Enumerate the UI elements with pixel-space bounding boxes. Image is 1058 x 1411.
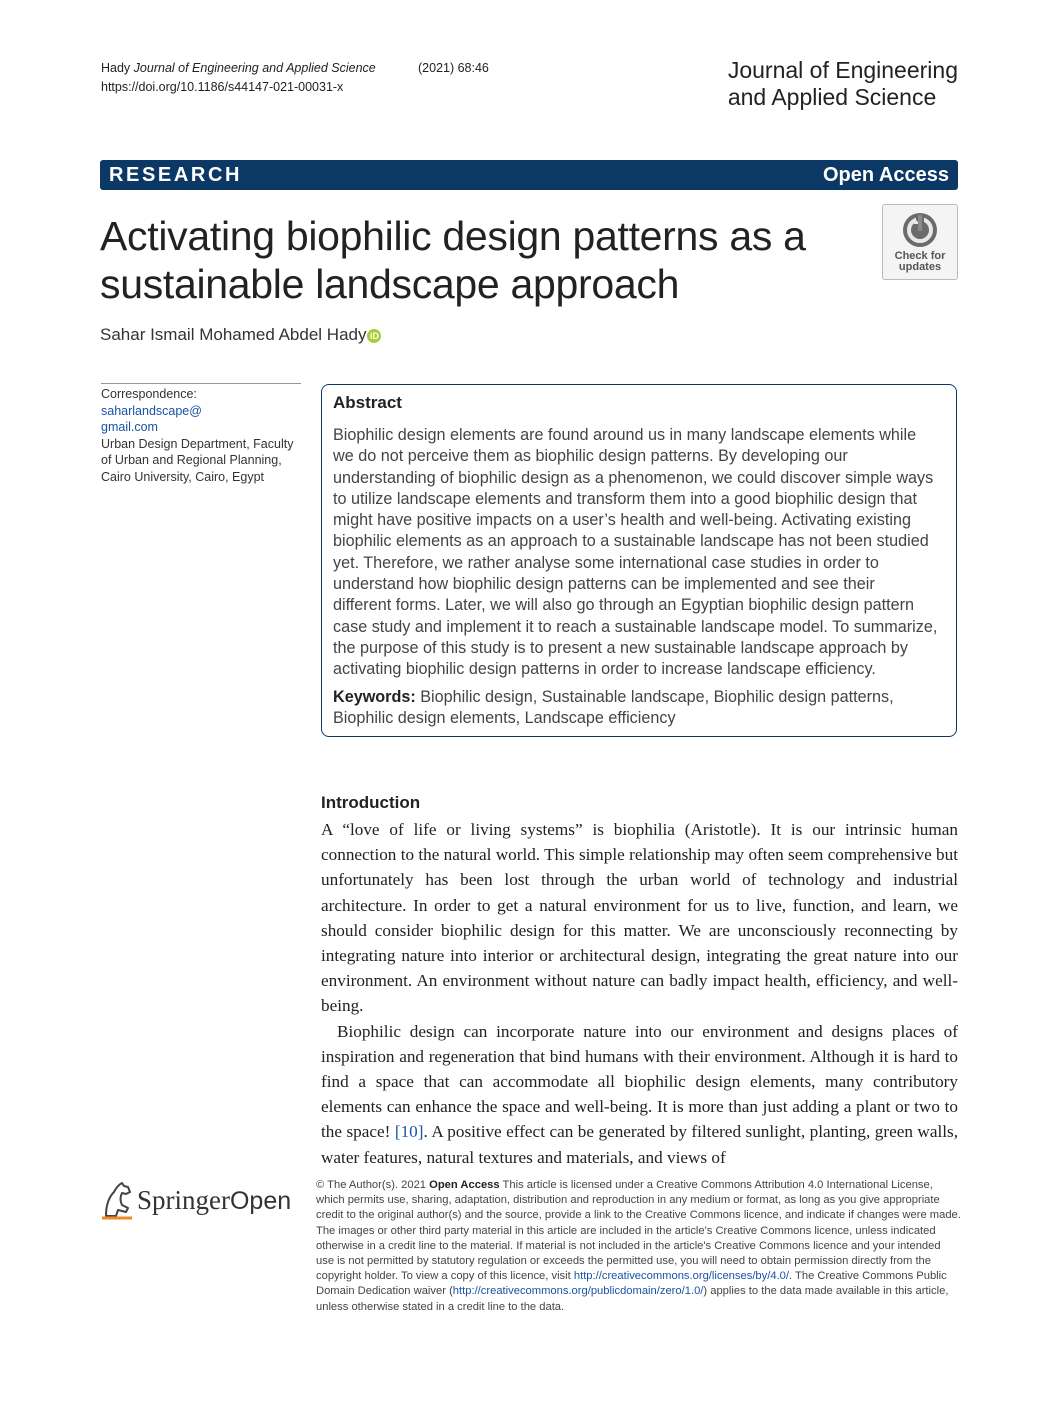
keywords — [333, 687, 945, 730]
keywords-label: Keywords: — [333, 688, 416, 706]
orcid-icon[interactable]: iD — [367, 329, 381, 343]
check-updates-line1: Check for — [894, 250, 946, 262]
springer-horse-icon — [100, 1180, 134, 1220]
check-updates-line2: updates — [898, 261, 942, 273]
affiliation-line2: of Urban and Regional Planning, — [101, 453, 282, 467]
abstract-line: yet. Therefore, we rather analyse some international case studies in order to — [333, 553, 879, 572]
check-for-updates-badge[interactable] — [882, 204, 958, 280]
introduction-heading: Introduction — [321, 793, 421, 812]
header-journal: Journal of Engineering and Applied Science — [133, 61, 376, 75]
license-author: © The Author(s). 2021 — [316, 1179, 430, 1191]
springer-name: Springer — [137, 1185, 230, 1215]
journal-logo-line2: and Applied Science — [727, 84, 937, 110]
author-name: Sahar Ismail Mohamed Abdel Hady — [100, 325, 367, 344]
header-doi[interactable]: https://doi.org/10.1186/s44147-021-00031-x — [101, 80, 344, 94]
springer-open-logo — [100, 1178, 300, 1222]
intro-p2-text-cont: . A positive effect can be generated by filtered sunlight, planting, green walls, water features, natural textures and materials, and views of — [321, 1122, 959, 1167]
keywords-line2: Biophilic design elements, Landscape efficiency — [333, 709, 676, 728]
journal-logo-line1: Journal of Engineering — [727, 57, 958, 83]
intro-p2-text: Biophilic design can incorporate nature into our environment and designs places of inspiration and regeneration that bind humans with their environment. Although it is hard to find a space that can accommodate all biophilic design elements, many contributory elements can enhance the space and well-being. It is more than just adding a plant or two to the space! — [321, 1021, 958, 1142]
article-type-banner — [100, 160, 958, 190]
citation-link[interactable]: [10] — [394, 1122, 424, 1142]
article-title — [100, 212, 840, 308]
header-author: Hady — [101, 61, 131, 75]
open-access-label: Open Access — [823, 164, 949, 186]
abstract-line: might have positive impacts on a user’s health and well-being. Activating existing — [333, 511, 911, 530]
check-updates-text — [883, 251, 957, 273]
abstract-line: biophilic elements as an approach to a sustainable landscape has not been studied — [333, 532, 929, 551]
header-year-ref: (2021) 68:46 — [418, 61, 489, 75]
abstract-line: understand how biophilic design patterns can be implemented and see their — [333, 575, 875, 594]
license-text — [316, 1178, 961, 1315]
correspondence-rule — [101, 383, 301, 384]
intro-paragraph-2 — [321, 1019, 958, 1170]
refresh-icon — [901, 211, 939, 249]
affiliation-line3: Cairo University, Cairo, Egypt — [101, 469, 265, 484]
springer-open-text: Open — [229, 1187, 292, 1215]
license-link-cc-by[interactable]: http://creativecommons.org/licenses/by/4.0/ — [573, 1270, 790, 1283]
abstract-line: activating biophilic design patterns in order to increase landscape efficiency. — [333, 660, 876, 679]
abstract-body — [333, 425, 945, 681]
journal-logo-text — [728, 57, 958, 111]
springer-wordmark — [137, 1184, 291, 1217]
correspondence-block — [101, 386, 301, 485]
introduction-body — [321, 817, 958, 1170]
keywords-line1: Biophilic design, Sustainable landscape, Biophilic design patterns, — [415, 688, 894, 706]
license-part1: This article is licensed under a Creative Commons Attribution 4.0 International License, which permits use, sharing, adaptation, distribution and reproduction in any medium or format, as long as you give appropriate credit to the original author(s) and the source, provide a link to the Creative Commons licence, and indicate if changes were made. The images or other third party material in this article are included in the article's Creative Commons licence, unless indicated otherwise in a credit line to the material. If material is not included in the article's Creative Commons licence and your intended use is not permitted by statutory regulation or exceeds the permitted use, you will need to obtain permission directly from the copyright holder. To view a copy of this licence, visit — [316, 1179, 961, 1283]
title-line-1: Activating biophilic design patterns as a — [100, 213, 806, 259]
abstract-line: case study and implement it to reach a sustainable landscape model. To summarize, — [333, 617, 938, 636]
article-type-label: RESEARCH — [109, 164, 243, 186]
abstract-line: to utilize landscape elements and transform them into a good biophilic design that — [333, 489, 917, 508]
affiliation-line1: Urban Design Department, Faculty — [101, 436, 294, 451]
license-part3: ) applies to the data made available in this article, unless otherwise stated in a credit line to the data. — [316, 1285, 949, 1313]
license-link-cc0[interactable]: http://creativecommons.org/publicdomain/zero/1.0/ — [452, 1285, 704, 1298]
abstract-line: we do not perceive them as biophilic design patterns. By developing our — [333, 447, 848, 466]
running-header — [101, 59, 489, 97]
license-part2: . The Creative Commons Public Domain Dedication waiver ( — [316, 1270, 947, 1298]
abstract-line: the purpose of this study is to present a new sustainable landscape approach by — [333, 638, 909, 657]
abstract-line: Biophilic design elements are found around us in many landscape elements while — [333, 426, 917, 444]
email-link-part2[interactable]: gmail.com — [101, 420, 158, 434]
title-line-2: sustainable landscape approach — [100, 261, 680, 307]
intro-paragraph-1: A “love of life or living systems” is biophilia (Aristotle). It is our intrinsic human connection to the natural world. This simple relationship may often seem comprehensive but unfortunately has been lost through the urban world of technology and industrial architecture. In order to get a natural environment for us to live, function, and learn, we should consider biophilic design for this matter. We are unconsciously reconnecting by integrating nature into interior or architectural design, integrating the great nature into our environment. An environment without nature can badly impact health, efficiency, and well-being. — [321, 820, 958, 1016]
license-oa: Open Access — [429, 1179, 500, 1191]
abstract-heading: Abstract — [333, 393, 402, 412]
abstract-line: different forms. Later, we will also go through an Egyptian biophilic design pattern — [333, 596, 914, 615]
email-link-part1[interactable]: saharlandscape@ — [101, 403, 202, 418]
author-line — [100, 324, 381, 346]
abstract-line: understanding of biophilic design as a phenomenon, we could discover simple ways — [333, 468, 934, 487]
abstract-box — [321, 384, 957, 737]
correspondence-label: Correspondence: — [101, 387, 197, 401]
